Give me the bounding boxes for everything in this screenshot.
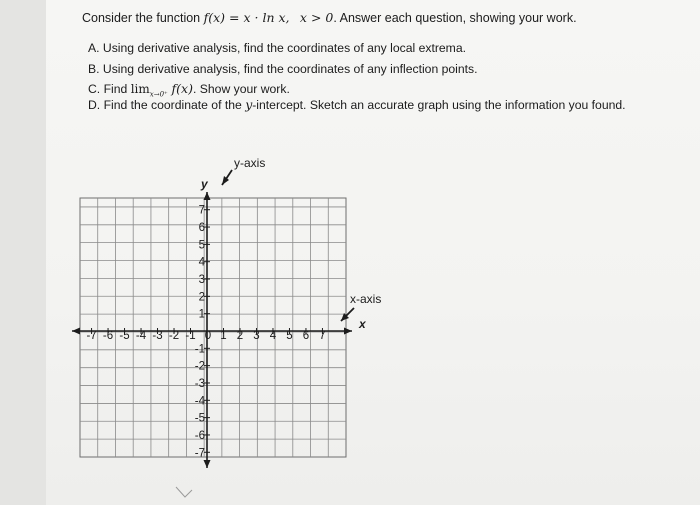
y-tick-label: 5 [198, 239, 205, 252]
y-tick-label: -2 [194, 360, 205, 373]
y-tick-label: -4 [194, 395, 205, 408]
y-tick-label: 3 [198, 274, 205, 287]
y-tick-label: 4 [198, 256, 205, 269]
pencil-mark [176, 487, 192, 497]
grid-lines [80, 198, 346, 460]
x-tick-label: -5 [119, 330, 130, 342]
x-axis-label: x-axis [350, 292, 382, 306]
y-tick-label: -6 [194, 429, 205, 442]
x-axis-letter: x [359, 317, 366, 331]
limit-word: lim [130, 82, 150, 96]
item-c-suffix: . Show your work. [192, 82, 290, 96]
question-instruction: . Answer each question, showing your work. [333, 11, 577, 25]
item-c-prefix: C. Find [88, 82, 128, 96]
x-tick-label: -6 [102, 330, 114, 342]
axes [72, 192, 352, 468]
domain-condition: x > 0 [299, 10, 334, 25]
y-tick-label: 7 [198, 204, 205, 217]
x-tick-label: 6 [302, 330, 310, 342]
y-tick-label: 1 [198, 308, 205, 321]
y-tick-label: -3 [194, 377, 205, 390]
y-axis-arrow-up [204, 192, 211, 200]
item-a: A. Using derivative analysis, find the coordinates of any local extrema. [88, 41, 467, 55]
x-tick-label: 0 [204, 330, 212, 342]
x-tick-label: -3 [152, 330, 163, 342]
y-tick-label: -7 [194, 447, 205, 460]
limit-function: f(x) [171, 81, 193, 96]
y-axis-label: y-axis [234, 156, 266, 170]
item-d-variable: y [245, 97, 253, 112]
y-tick-label: 2 [198, 291, 205, 304]
y-tick-label: -5 [194, 412, 205, 425]
y-tick-label: -1 [194, 343, 205, 356]
x-tick-label: -7 [86, 330, 97, 342]
function-definition: f(x) = x · ln x, [203, 10, 290, 25]
item-d-prefix: D. Find the coordinate of the [88, 98, 242, 112]
x-tick-label: 4 [269, 330, 277, 342]
item-b: B. Using derivative analysis, find the coordinates of any inflection points. [88, 62, 478, 76]
x-axis-arrow-right [344, 328, 352, 335]
x-tick-label: 2 [236, 330, 244, 342]
x-tick-label: -1 [185, 330, 196, 342]
x-tick-label: -4 [135, 330, 147, 342]
y-axis-letter: y [201, 177, 208, 191]
item-d-suffix: -intercept. Sketch an accurate graph using the information you found. [252, 98, 626, 112]
x-tick-label: -2 [168, 330, 180, 342]
y-tick-label: 6 [198, 222, 205, 235]
x-tick-label: 3 [253, 330, 260, 342]
x-axis-arrow-left [72, 328, 80, 335]
x-tick-label: 5 [286, 330, 293, 342]
x-tick-label: 1 [220, 330, 227, 342]
grid-border [80, 198, 346, 460]
limit-subscript: x→0⁺ [149, 90, 168, 99]
x-tick-label: 7 [319, 330, 326, 342]
y-axis-arrow-down [204, 460, 211, 468]
question-intro: Consider the function [82, 11, 201, 25]
